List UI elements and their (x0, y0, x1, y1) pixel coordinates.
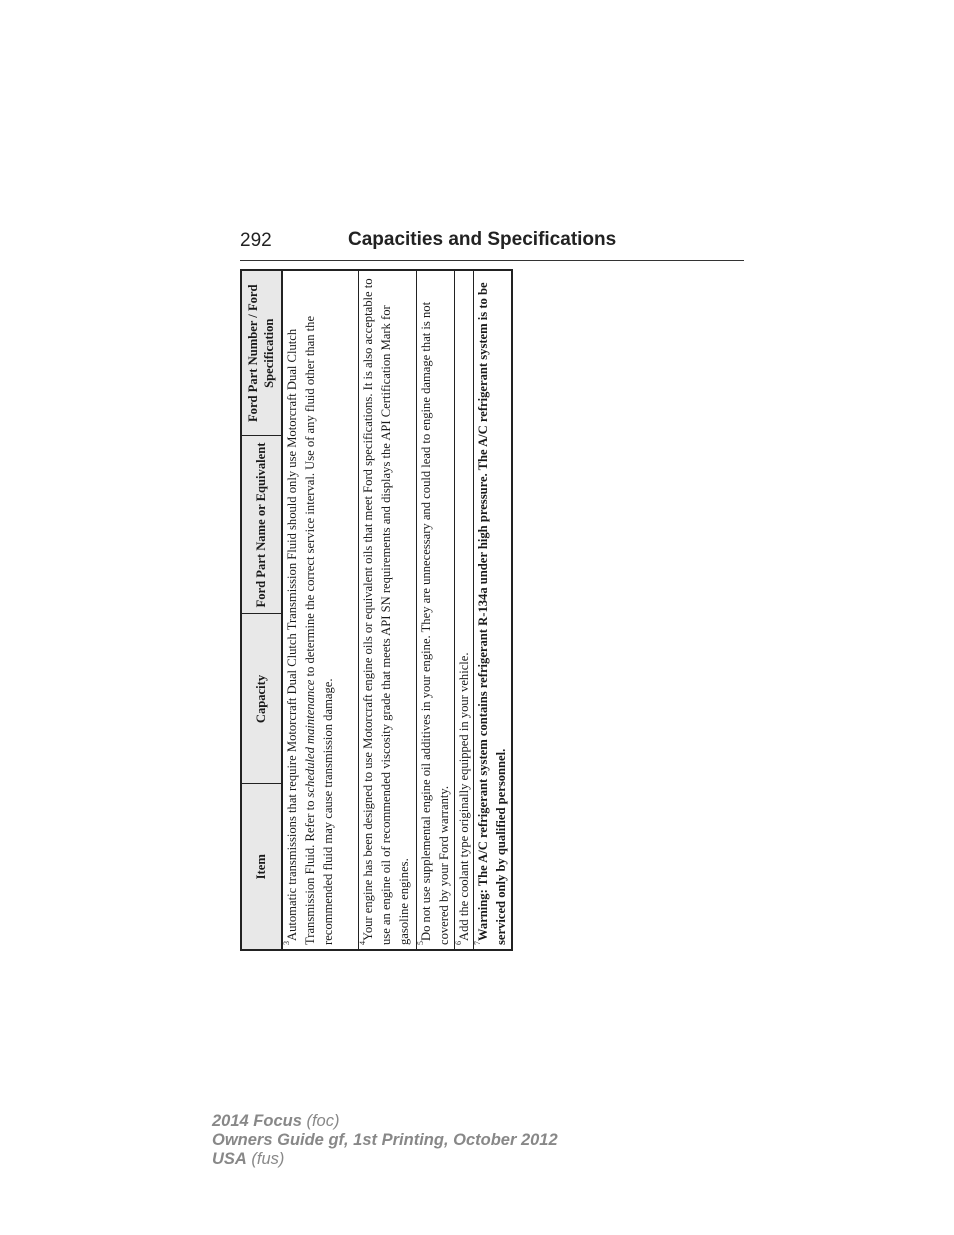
table-row (282, 270, 359, 950)
footnote-text: Automatic transmissions that require Motorcraft Dual Clutch Transmission Fluid should only use Motorcraft Dual Clutch Transmission Fluid. Refer to (284, 328, 317, 945)
footnote-marker: 6 (453, 941, 463, 945)
footnote-text: Your engine has been designed to use Motorcraft engine oils or equivalent oils that meet Ford specifications. It is also acceptable to use an engine oil of recommended viscosity grade that meets API SN requirements and displays the API Certification Mark for gasoline engines. (361, 278, 412, 945)
table-row (417, 270, 455, 950)
column-header-capacity: Capacity (241, 614, 282, 784)
table-header-row (241, 270, 282, 950)
column-header-item: Item (241, 784, 282, 950)
footnote-6 (454, 270, 473, 950)
footer-market-code: (fus) (246, 1150, 285, 1168)
footnote-text: Do not use supplemental engine oil additives in your engine. They are unnecessary and could lead to engine damage that is not covered by your Ford warranty. (419, 301, 452, 945)
footer-model-code: (foc) (301, 1112, 340, 1130)
footnote-5 (417, 270, 455, 950)
warning-text: Warning: The A/C refrigerant system contains refrigerant R-134a under high pressure. The A/C refrigerant system is to be serviced only by qualified personnel. (476, 282, 509, 945)
table-row (454, 270, 473, 950)
footer-model: 2014 Focus (212, 1112, 302, 1130)
section-title: Capacities and Specifications (348, 229, 617, 250)
footer-line-1 (212, 1112, 558, 1131)
page-number: 292 (240, 230, 272, 251)
footnote-text: to determine the correct service interval. Use of any fluid other than the recommended fluid may cause transmission damage. (302, 315, 335, 945)
footnote-text: Add the coolant type originally equipped in your vehicle. (456, 652, 471, 941)
document-footer (212, 1112, 558, 1169)
footnote-italic-ref: scheduled maintenance (302, 679, 317, 798)
footnote-marker: 5 (416, 941, 426, 945)
footnote-4 (359, 270, 417, 950)
footnote-marker: 3 (281, 941, 291, 945)
table-row (474, 270, 512, 950)
column-header-part-name: Ford Part Name or Equivalent (241, 436, 282, 614)
footer-market: USA (212, 1150, 247, 1168)
footer-edition: Owners Guide gf, 1st Printing, October 2012 (212, 1131, 558, 1149)
footer-line-2 (212, 1131, 558, 1150)
table-row (359, 270, 417, 950)
footer-line-3 (212, 1150, 558, 1169)
footnote-7-warning (474, 270, 512, 950)
column-header-part-number: Ford Part Number / Ford Specification (241, 270, 282, 436)
specifications-table-rotated (240, 271, 513, 951)
footnote-marker: 4 (358, 941, 368, 945)
page-header (240, 226, 744, 261)
specifications-table (240, 269, 513, 951)
footnote-marker: 7 (473, 941, 483, 945)
footnote-3 (282, 270, 359, 950)
